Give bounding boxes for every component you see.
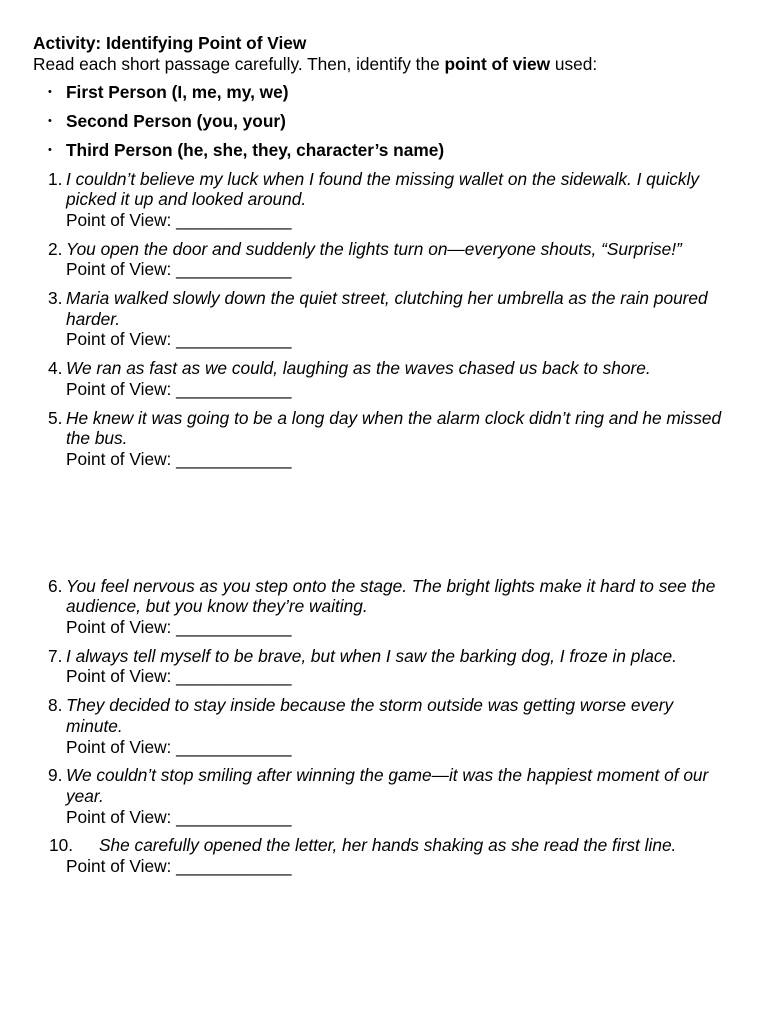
passage-text: I always tell myself to be brave, but when I saw the barking dog, I froze in place. [66, 645, 677, 666]
passage-text: She carefully opened the letter, her hands shaking as she read the first line. [99, 835, 677, 856]
instructions-emphasis: point of view [444, 53, 551, 74]
question-number: 8. [48, 695, 63, 716]
bullet-icon: • [48, 115, 52, 128]
question-8 [33, 695, 733, 757]
worksheet [33, 33, 733, 877]
passage-text: We ran as fast as we could, laughing as the waves chased us back to shore. [66, 358, 651, 379]
answer-blank[interactable]: Point of View: ____________ [66, 617, 292, 638]
question-4 [33, 358, 733, 399]
question-number: 1. [48, 168, 63, 189]
question-9 [33, 765, 733, 827]
question-number: 10. [49, 835, 74, 856]
instructions-text: Read each short passage carefully. Then, identify the [33, 53, 445, 74]
pov-option-first: • First Person (I, me, my, we) [48, 82, 289, 103]
question-1 [33, 169, 733, 231]
answer-blank[interactable]: Point of View: ____________ [66, 209, 292, 230]
question-7 [33, 646, 733, 687]
answer-blank[interactable]: Point of View: ____________ [66, 378, 292, 399]
question-3 [33, 288, 733, 350]
question-number: 6. [48, 575, 63, 596]
pov-options-list [33, 82, 733, 160]
question-5 [33, 408, 733, 470]
answer-blank[interactable]: Point of View: ____________ [66, 856, 292, 877]
passage-text: I couldn’t believe my luck when I found the missing wallet on the sidewalk. I quickly picked it up and looked around. [66, 168, 700, 210]
question-number: 4. [48, 358, 63, 379]
instructions-end: used: [550, 53, 598, 74]
activity-title: Activity: Identifying Point of View [33, 33, 307, 53]
question-10 [33, 835, 733, 876]
question-number: 7. [48, 645, 63, 666]
question-number: 5. [48, 407, 63, 428]
question-6 [33, 576, 733, 638]
bullet-icon: • [48, 143, 52, 156]
passage-text: We couldn’t stop smiling after winning the game—it was the happiest moment of our year. [66, 765, 709, 806]
answer-blank[interactable]: Point of View: ____________ [66, 666, 292, 687]
question-number: 2. [48, 238, 63, 259]
question-number: 9. [48, 765, 63, 786]
passage-text: You feel nervous as you step onto the stage. The bright lights make it hard to see the audience, but you know they’re waiting. [66, 575, 716, 617]
answer-blank[interactable]: Point of View: ____________ [66, 259, 292, 280]
instructions [33, 54, 733, 75]
page-gap [33, 470, 733, 568]
answer-blank[interactable]: Point of View: ____________ [66, 448, 292, 469]
pov-option-third: • Third Person (he, she, they, character’s name) [48, 139, 445, 160]
passage-text: He knew it was going to be a long day when the alarm clock didn’t ring and he missed the bus. [66, 407, 722, 449]
passage-text: They decided to stay inside because the storm outside was getting worse every minute. [66, 695, 674, 736]
answer-blank[interactable]: Point of View: ____________ [66, 329, 292, 350]
question-2 [33, 239, 733, 280]
bullet-icon: • [48, 86, 52, 99]
question-number: 3. [48, 288, 63, 309]
passage-text: Maria walked slowly down the quiet street, clutching her umbrella as the rain poured harder. [66, 288, 708, 329]
answer-blank[interactable]: Point of View: ____________ [66, 736, 292, 757]
answer-blank[interactable]: Point of View: ____________ [66, 806, 292, 827]
pov-option-second: • Second Person (you, your) [48, 111, 286, 132]
passage-text: You open the door and suddenly the lights turn on—everyone shouts, “Surprise!” [66, 238, 682, 259]
